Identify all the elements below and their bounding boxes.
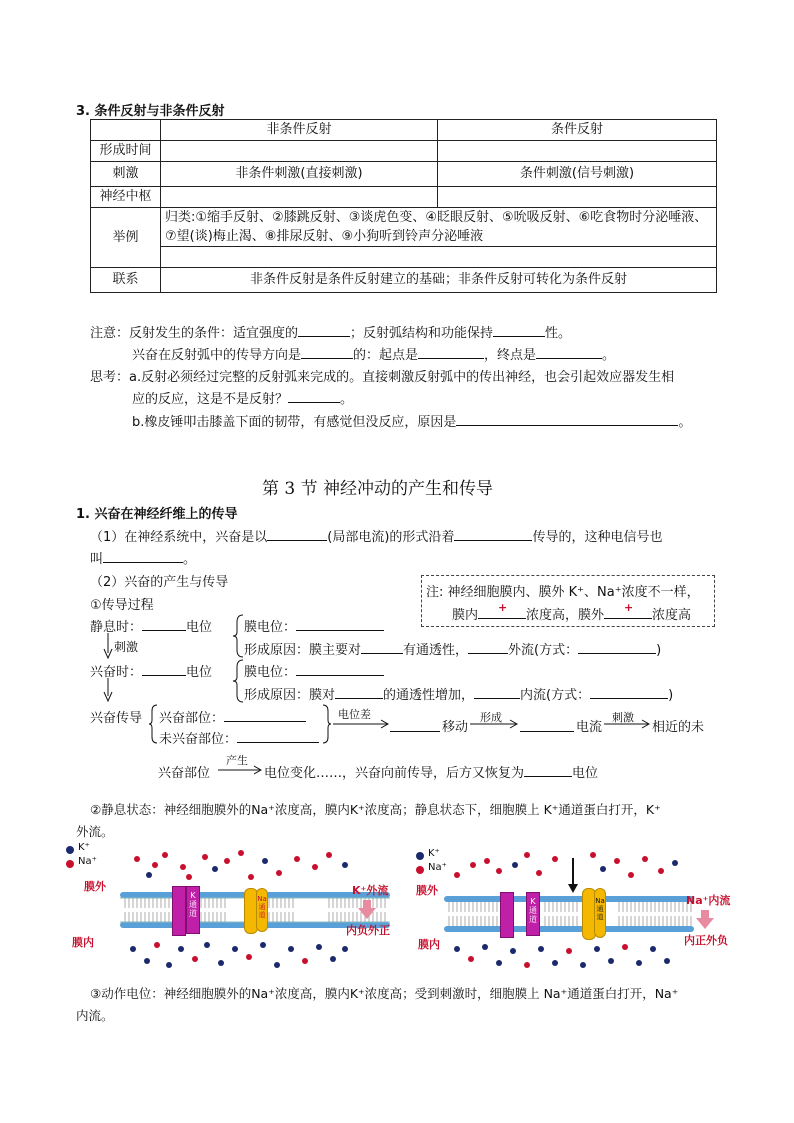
note-text: 性。 (545, 326, 572, 341)
na-ion (238, 850, 244, 856)
note-text: 注意：反射发生的条件：适宜强度的 (90, 326, 299, 341)
stim-label: 刺激 (114, 640, 139, 654)
na-ion (622, 944, 628, 950)
text: 外流(方式： (508, 643, 579, 658)
note-text: 的：起点是 (353, 348, 419, 363)
na-ion (154, 942, 160, 948)
blank[interactable] (590, 685, 668, 699)
brace-icon (232, 614, 244, 658)
k-ion (218, 960, 224, 966)
blank[interactable] (418, 345, 484, 359)
result-label: 内正外负 (684, 934, 728, 947)
table-cell-merged: 归类:①缩手反射、②膝跳反射、③谈虎色变、④眨眼反射、⑤吮吸反射、⑥吃食物时分泌唾液、⑦望(谈)梅止渴、⑧排尿反射、⑨小狗听到铃声分泌唾液 (161, 208, 717, 247)
note-text: 膜内 (452, 608, 479, 623)
k-ion (204, 942, 210, 948)
na-ion (524, 962, 530, 968)
flow-label: Na⁺内流 (686, 894, 731, 907)
na-ion (496, 868, 502, 874)
na-ion (192, 956, 198, 962)
text: 膜电位： (244, 665, 297, 680)
comparison-table (90, 119, 717, 293)
k-ion (262, 858, 268, 864)
blank[interactable] (456, 412, 678, 426)
text: 电位 (186, 665, 213, 680)
blank[interactable] (296, 662, 384, 676)
brace-right-icon (322, 704, 332, 744)
k-legend-dot (416, 852, 424, 860)
k-ion (288, 946, 294, 952)
k-ion (650, 946, 656, 952)
blank[interactable] (335, 685, 383, 699)
na-channel-right (256, 888, 268, 932)
note-text: 。 (602, 348, 616, 363)
text-line (90, 548, 196, 567)
text: 形成原因：膜主要对 (244, 643, 362, 658)
blank[interactable] (390, 718, 440, 732)
flow-label: K⁺外流 (352, 884, 389, 897)
k-ion (212, 866, 218, 872)
k-ion (274, 962, 280, 968)
blank[interactable] (454, 527, 532, 541)
na-ion (470, 862, 476, 868)
table-header-cell (91, 120, 161, 141)
text: 兴奋部位： (159, 711, 225, 726)
k-ion (260, 942, 266, 948)
text: 叫 (90, 552, 104, 567)
table-cell-merged: 非条件反射是条件反射建立的基础；非条件反射可转化为条件反射 (161, 268, 717, 293)
page-title: 第 3 节 神经冲动的产生和传导 (262, 479, 494, 499)
k-ion (178, 946, 184, 952)
note-text: 注: 神经细胞膜内、膜外 K⁺、Na⁺浓度不一样， (426, 585, 700, 600)
text: 内流(方式： (520, 688, 591, 703)
pot-diff-label: 电位差 (338, 708, 371, 721)
k-ion (342, 862, 348, 868)
na-ion (590, 852, 596, 858)
k-ion (330, 956, 336, 962)
process-title: ①传导过程 (90, 598, 154, 613)
k-channel-label: K通道 (189, 891, 197, 918)
k-ion (342, 946, 348, 952)
down-arrow-icon (358, 908, 376, 919)
text: 电位变化……，兴奋向前传导，后方又恢复为 (264, 766, 525, 781)
k-ion (146, 872, 152, 878)
think-text: 应的反应，这是不是反射？ (132, 392, 289, 407)
text: (局部电流)的形式沿着 (327, 530, 455, 545)
na-ion (134, 856, 140, 862)
na-ion (628, 872, 634, 878)
rest-mem (244, 616, 384, 635)
resting-state-text: 外流。 (76, 824, 114, 839)
na-ion (202, 854, 208, 860)
text: 传导的，这种电信号也 (532, 530, 663, 545)
note-text: 浓度高 (652, 608, 692, 623)
k-ion (510, 948, 516, 954)
row-label: 联系 (91, 268, 161, 293)
na-ion (614, 858, 620, 864)
blank[interactable] (103, 549, 183, 563)
diagram-left (62, 842, 402, 974)
blank[interactable] (604, 601, 652, 619)
k-ion (664, 958, 670, 964)
k-legend-label: K⁺ (428, 848, 440, 859)
na-ion (524, 852, 530, 858)
text: ) (668, 688, 674, 703)
down-arrow-icon (701, 910, 709, 918)
na-ion (294, 856, 300, 862)
near-end-label: 相近的未 (652, 720, 705, 735)
text: 电位 (186, 620, 213, 635)
rest-cause (244, 639, 661, 658)
text: （1）在神经系统中，兴奋是以 (90, 530, 268, 545)
blank[interactable] (520, 718, 574, 732)
na-ion (248, 874, 254, 880)
plus-sign: + (624, 601, 634, 614)
text: 未兴奋部位： (159, 732, 238, 747)
na-legend-dot (416, 866, 424, 874)
na-channel-right (594, 888, 606, 938)
row-label: 举例 (91, 208, 161, 268)
k-ion (232, 946, 238, 952)
blank[interactable] (142, 617, 186, 631)
move-label: 移动 (442, 720, 469, 735)
blank[interactable] (361, 640, 403, 654)
right-arrow-icon (604, 719, 650, 729)
note-line-1 (90, 322, 571, 341)
note-text: 浓度高，膜外 (526, 608, 605, 623)
table-cell (161, 187, 438, 208)
text: 膜电位： (244, 620, 297, 635)
text: 电位 (572, 766, 599, 781)
action-potential-text: ③动作电位：神经细胞膜外的Na⁺浓度高，膜内K⁺浓度高；受到刺激时，细胞膜上 Na⁺通道蛋白打开，Na⁺ (90, 986, 679, 1001)
na-ion (454, 872, 460, 878)
table-row (91, 268, 717, 293)
na-ion (180, 864, 186, 870)
blank[interactable] (493, 323, 545, 337)
k-legend-dot (66, 846, 74, 854)
note-text: ；反射弧结构和功能保持 (350, 326, 494, 341)
right-arrow-icon (470, 719, 518, 729)
k-ion (454, 946, 460, 952)
k-ion (636, 960, 642, 966)
final-a: 兴奋部位 (158, 766, 211, 781)
k-ion (144, 958, 150, 964)
na-legend-label: Na⁺ (428, 862, 447, 873)
down-arrow-icon (103, 633, 113, 659)
membrane-icon (444, 894, 694, 934)
na-channel-label: Na通道 (257, 895, 267, 919)
form-label: 形成 (480, 711, 502, 724)
row-label: 刺激 (91, 162, 161, 187)
inside-label: 膜内 (72, 936, 94, 949)
table-row (91, 141, 717, 162)
note-line-2 (132, 344, 615, 363)
k-ion (608, 958, 614, 964)
think-text: b.橡皮锤叩击膝盖下面的韧带，有感觉但没反应，原因是 (132, 415, 457, 430)
table-cell: 非条件刺激(直接刺激) (161, 162, 438, 187)
na-ion (642, 856, 648, 862)
k-ion (316, 944, 322, 950)
k-channel (172, 886, 186, 936)
k-channel-right (526, 892, 540, 936)
na-ion (312, 864, 318, 870)
text: ) (656, 643, 662, 658)
down-arrow-icon (696, 918, 714, 929)
k-ion (538, 946, 544, 952)
think-line-b (132, 411, 691, 430)
table-cell (161, 141, 438, 162)
table-cell: 条件刺激(信号刺激) (438, 162, 717, 187)
down-arrow-icon (103, 678, 113, 702)
blank[interactable] (478, 601, 526, 619)
resting-state-text: ②静息状态：神经细胞膜外的Na⁺浓度高，膜内K⁺浓度高；静息状态下，细胞膜上 K⁺通道蛋白打开，K⁺ (90, 802, 661, 817)
k-ion (482, 944, 488, 950)
k-channel-label: K通道 (529, 897, 537, 924)
stimulus-arrow-icon (568, 858, 578, 894)
table-cell (438, 187, 717, 208)
na-legend-label: Na⁺ (78, 856, 97, 867)
na-ion (536, 870, 542, 876)
k-ion (594, 946, 600, 952)
blank[interactable] (536, 345, 602, 359)
plus-sign: + (498, 601, 508, 614)
blank[interactable] (267, 527, 327, 541)
blank[interactable] (237, 729, 319, 743)
note-text: 兴奋在反射弧中的传导方向是 (132, 348, 302, 363)
result-label: 内负外正 (346, 924, 390, 937)
na-ion (152, 862, 158, 868)
excite-cause (244, 684, 673, 703)
na-ion (658, 868, 664, 874)
note-text: ，终点是 (484, 348, 537, 363)
diagram-right (414, 848, 754, 978)
blank[interactable] (524, 763, 572, 777)
k-ion (496, 960, 502, 966)
table-header-cell: 非条件反射 (161, 120, 438, 141)
row-label: 神经中枢 (91, 187, 161, 208)
k-channel-right (186, 886, 200, 934)
na-ion (326, 852, 332, 858)
blank[interactable] (142, 662, 186, 676)
k-ion (552, 960, 558, 966)
stim2-label: 刺激 (612, 711, 634, 724)
na-ion (276, 870, 282, 876)
k-ion (130, 946, 136, 952)
think-text: 。 (340, 392, 354, 407)
down-arrow-icon (363, 900, 371, 908)
table-cell (438, 141, 717, 162)
table-header-row (91, 120, 717, 141)
table-cell-empty (161, 247, 717, 268)
inside-label: 膜内 (418, 938, 440, 951)
k-ion (166, 962, 172, 968)
produce-label: 产生 (226, 754, 248, 767)
outside-label: 膜外 (84, 880, 106, 893)
text: 兴奋时： (90, 665, 143, 680)
k-ion (600, 866, 606, 872)
na-ion (566, 948, 572, 954)
na-ion (162, 852, 168, 858)
na-ion (302, 958, 308, 964)
blank[interactable] (474, 685, 520, 699)
text: 。 (183, 552, 197, 567)
text-line: （2）兴奋的产生与传导 (90, 575, 229, 590)
row-label: 形成时间 (91, 141, 161, 162)
ex-part (159, 707, 306, 726)
right-arrow-icon (333, 719, 389, 729)
blank[interactable] (224, 708, 306, 722)
action-potential-text: 内流。 (76, 1008, 114, 1023)
blank[interactable] (298, 323, 350, 337)
conduct-label: 兴奋传导 (90, 711, 143, 726)
final-b (264, 762, 598, 781)
na-ion (246, 954, 252, 960)
table-row (91, 208, 717, 247)
na-ion (468, 956, 474, 962)
na-channel-label: Na通道 (595, 897, 605, 921)
table-row (91, 247, 717, 268)
excite-mem (244, 661, 384, 680)
na-ion (186, 874, 192, 880)
text: 有通透性， (403, 643, 469, 658)
table-header-cell: 条件反射 (438, 120, 717, 141)
unex-part (159, 728, 319, 747)
na-legend-dot (66, 860, 74, 868)
outside-label: 膜外 (416, 884, 438, 897)
brace-icon (148, 704, 158, 744)
brace-icon (232, 659, 244, 703)
think-line-a: 思考：a.反射必须经过完整的反射弧来完成的。直接刺激反射弧中的传出神经，也会引起效应器发生相 (90, 370, 675, 385)
table-row (91, 187, 717, 208)
section-title: 3. 条件反射与非条件反射 (76, 104, 225, 119)
text: 静息时： (90, 620, 143, 635)
blank[interactable] (468, 640, 508, 654)
k-ion (512, 862, 518, 868)
blank[interactable] (288, 389, 340, 403)
na-ion (552, 856, 558, 862)
text: 形成原因：膜对 (244, 688, 336, 703)
current-label: 电流 (576, 720, 603, 735)
blank[interactable] (296, 617, 384, 631)
na-ion (224, 858, 230, 864)
text: 的通透性增加， (383, 688, 475, 703)
note-text-line2 (452, 601, 692, 623)
think-text: 。 (678, 415, 692, 430)
subsection-title: 1. 兴奋在神经纤维上的传导 (76, 507, 238, 522)
text-line (90, 526, 662, 545)
table-row (91, 162, 717, 187)
think-line-a2 (132, 388, 353, 407)
k-ion (580, 962, 586, 968)
blank[interactable] (301, 345, 353, 359)
na-ion (484, 858, 490, 864)
k-channel (500, 892, 514, 938)
k-legend-label: K⁺ (78, 842, 90, 853)
right-arrow-icon (218, 765, 262, 775)
blank[interactable] (578, 640, 656, 654)
k-ion (672, 860, 678, 866)
